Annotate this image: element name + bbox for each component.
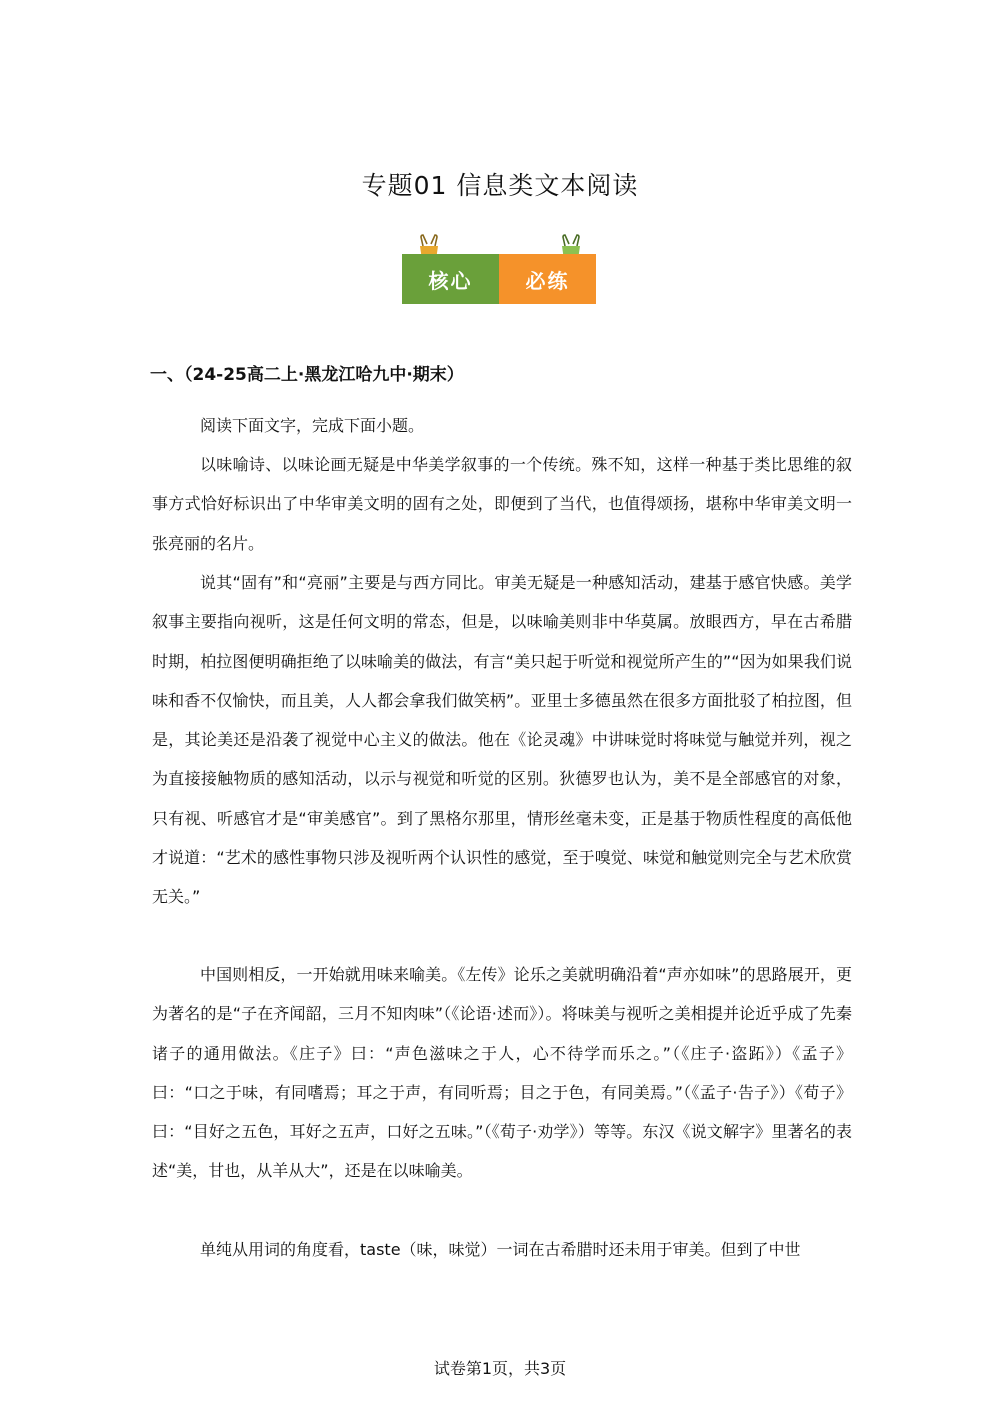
instruction-text: 阅读下面文字，完成下面小题。 <box>200 416 425 435</box>
core-practice-badge <box>402 234 596 306</box>
badge-left-label: 核心 <box>428 269 473 293</box>
document-title: 专题01 信息类文本阅读 <box>361 171 639 200</box>
paragraph-2: 说其“固有”和“亮丽”主要是与西方同比。审美无疑是一种感知活动，建基于感官快感。美学叙事主要指向视听，这是任何文明的常态，但是，以味喻美则非中华莫属。放眼西方，早在古希腊时期，柏拉图便明确拒绝了以味喻美的做法，有言“美只起于听觉和视觉所产生的”“因为如果我们说味和香不仅愉快，而且美，人人都会拿我们做笑柄”。亚里士多德虽然在很多方面批驳了柏拉图，但是，其论美还是沿袭了视觉中心主义的做法。他在《论灵魂》中讲味觉时将味觉与触觉并列，视之为直接接触物质的感知活动，以示与视觉和听觉的区别。狄德罗也认为，美不是全部感官的对象，只有视、听感官才是“审美感官”。到了黑格尔那里，情形丝毫未变，正是基于物质性程度的高低他才说道：“艺术的感性事物只涉及视听两个认识性的感觉，至于嗅觉、味觉和触觉则完全与艺术欣赏无关。” <box>152 573 852 907</box>
paragraph-1: 以味喻诗、以味论画无疑是中华美学叙事的一个传统。殊不知，这样一种基于类比思维的叙事方式恰好标识出了中华审美文明的固有之处，即便到了当代，也值得颂扬，堪称中华审美文明一张亮丽的名片。 <box>152 455 852 553</box>
badge-right-label: 必练 <box>525 269 570 293</box>
section-heading: 一、（24-25高二上·黑龙江哈九中·期末） <box>150 365 464 385</box>
paragraph-4: 单纯从用词的角度看，taste（味，味觉）一词在古希腊时还未用于审美。但到了中世 <box>200 1240 801 1259</box>
paragraph-3: 中国则相反，一开始就用味来喻美。《左传》论乐之美就明确沿着“声亦如味”的思路展开，更为著名的是“子在齐闻韶，三月不知肉味”（《论语·述而》）。将味美与视听之美相提并论近乎成了先秦诸子的通用做法。《庄子》曰：“声色滋味之于人，心不待学而乐之。”（《庄子·盗跖》）《孟子》曰：“口之于味，有同嗜焉；耳之于声，有同听焉；目之于色，有同美焉。”（《孟子·告子》）《荀子》曰：“目好之五色，耳好之五声，口好之五味。”（《荀子·劝学》）等等。东汉《说文解字》里著名的表述“美，甘也，从羊从大”，还是在以味喻美。 <box>152 965 852 1181</box>
page-footer: 试卷第1页，共3页 <box>433 1359 567 1378</box>
